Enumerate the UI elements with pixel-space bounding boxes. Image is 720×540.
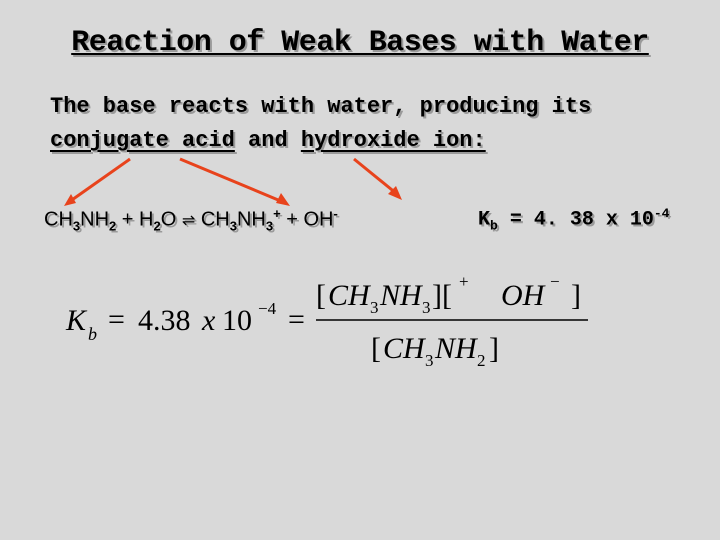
intro-part1: The base reacts with water, producing its — [50, 94, 592, 119]
expr-coef: 4.38 — [138, 304, 191, 337]
kb-k: K — [478, 208, 491, 232]
expr-equals-1: = — [108, 303, 125, 336]
eq-sub-3c: 3 — [265, 218, 274, 234]
eq-nh3: NH — [236, 208, 266, 231]
num-close-bracket: ] — [571, 279, 581, 312]
kb-exponent: -4 — [653, 206, 670, 221]
num-open-bracket: [ — [316, 279, 326, 312]
den-nh: NH — [435, 332, 477, 365]
hydroxide-ion-label: hydroxide ion — [300, 128, 473, 153]
slide-title: Reaction of Weak Bases with Water — [71, 26, 649, 60]
num-nh: NH — [380, 279, 422, 312]
num-sup-minus: − — [550, 272, 560, 291]
kb-eq: = 4. 38 x 10 — [497, 208, 654, 232]
expr-k: K — [66, 304, 87, 337]
intro-colon: : — [472, 128, 486, 153]
expr-equals-2: = — [288, 303, 305, 336]
eq-sub-3b: 3 — [229, 218, 237, 234]
expr-denominator — [371, 332, 499, 370]
expr-ten: 10 — [222, 304, 252, 337]
expr-x: x — [202, 304, 216, 337]
eq-sub-3: 3 — [72, 218, 81, 234]
den-ch: CH — [383, 332, 425, 365]
num-oh: OH — [501, 279, 545, 312]
intro-and: and — [234, 128, 301, 153]
den-open-bracket: [ — [371, 332, 381, 365]
den-close-bracket: ] — [489, 332, 499, 365]
arrowhead-product — [276, 193, 290, 206]
eq-plus: + — [116, 208, 140, 231]
arrow-acid-to-reactant — [69, 159, 130, 202]
eq-sub-2b: 2 — [153, 218, 161, 234]
eq-o: O — [160, 208, 177, 231]
expr-b: b — [88, 324, 97, 344]
num-sub-3: 3 — [370, 298, 379, 317]
eq-plus-2: + — [280, 208, 304, 231]
svg-text:b — [88, 324, 97, 344]
expr-numerator — [316, 272, 581, 317]
kb-sub-b: b — [490, 218, 498, 234]
kb-expression — [64, 270, 604, 380]
svg-text:K — [65, 304, 88, 337]
reaction-equation — [44, 206, 464, 234]
eq-sub-2: 2 — [109, 218, 117, 234]
eq-nh: NH — [80, 208, 110, 231]
conjugate-acid-label: conjugate acid — [50, 128, 235, 153]
arrow-acid-to-product — [180, 159, 283, 202]
num-sub-3b: 3 — [422, 298, 431, 317]
num-mid-brackets: ][ — [432, 279, 452, 312]
eq-ch-b: CH — [200, 208, 230, 231]
kb-value — [478, 206, 669, 234]
eq-oh: OH — [303, 208, 334, 231]
equilibrium-arrow-icon: ⇌ — [181, 210, 196, 230]
expr-exp: −4 — [258, 299, 277, 318]
arrow-hydroxide-to-product — [354, 159, 397, 194]
eq-ch: CH — [44, 208, 73, 231]
num-sup-plus: + — [459, 272, 469, 291]
arrowhead-reactant — [64, 194, 76, 206]
eq-sup-plus: + — [273, 206, 281, 221]
eq-sup-minus: - — [333, 206, 338, 221]
num-ch: CH — [328, 279, 370, 312]
den-sub-2: 2 — [477, 351, 486, 370]
eq-h: H — [139, 208, 154, 231]
den-sub-3: 3 — [425, 351, 434, 370]
